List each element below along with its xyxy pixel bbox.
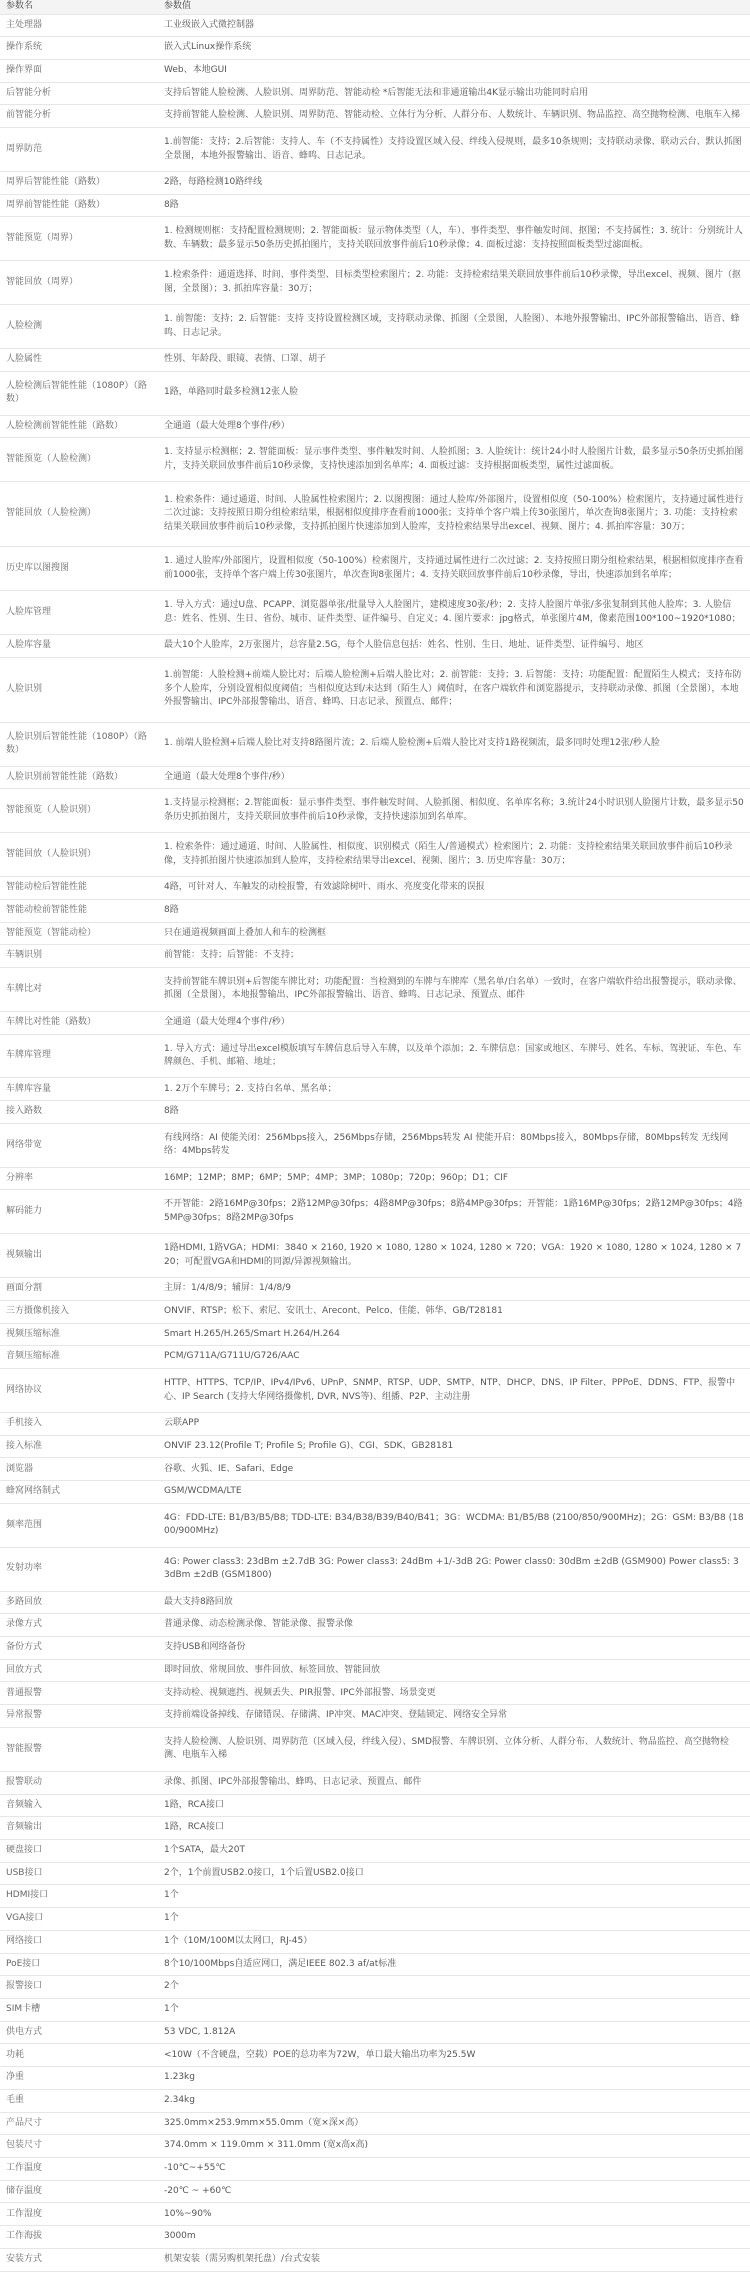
table-row	[0, 2135, 750, 2158]
table-row	[0, 1839, 750, 1862]
param-name: 音频输出	[0, 1817, 158, 1840]
param-value: 全通道（最大处理4个事件/秒）	[158, 1011, 750, 1034]
table-row	[0, 1323, 750, 1346]
param-value: 1. 导入方式：通过U盘、PCAPP、浏览器单张/批量导入人脸图片，建模速度30张/秒；2. 支持人脸图片单张/多张复制到其他人脸库；3. 人脸信息：姓名、性别、生日、省份、城市、证件类型、证件编号、自定义；4. 图片要求：jpg格式，单张图片4M，像素范围100*100~1920*1080；	[158, 591, 750, 635]
table-row	[0, 1614, 750, 1637]
param-value: 工业级嵌入式微控制器	[158, 14, 750, 37]
table-row	[0, 2089, 750, 2112]
param-name: 后智能分析	[0, 82, 158, 105]
table-row	[0, 1412, 750, 1435]
table-row	[0, 59, 750, 82]
table-row	[0, 2044, 750, 2067]
param-value: 1. 前智能：支持；2. 后智能：支持 支持设置检测区域，支持联动录像、抓图（全景图，人脸图）、本地外报警输出、IPC外部报警输出、语音、蜂鸣、日志记录。	[158, 305, 750, 349]
param-name: 智能回放（人脸检测）	[0, 482, 158, 547]
param-name: 功耗	[0, 2044, 158, 2067]
param-name: 蜂窝网络制式	[0, 1481, 158, 1504]
param-name: 前智能分析	[0, 105, 158, 128]
param-value: ONVIF 23.12(Profile T; Profile S; Profile G)、CGI、SDK、GB28181	[158, 1435, 750, 1458]
param-value: ONVIF、RTSP；松下、索尼、安讯士、Arecont、Pelco、佳能、韩华、GB/T28181	[158, 1300, 750, 1323]
param-value: 10%~90%	[158, 2203, 750, 2226]
param-name: 人脸识别后智能性能（1080P）（路数）	[0, 722, 158, 766]
param-name: 智能预览（人脸识别）	[0, 789, 158, 833]
table-row	[0, 349, 750, 372]
param-value: 1个	[158, 1998, 750, 2021]
table-row	[0, 1637, 750, 1660]
param-value: 1.支持显示检测框；2.智能面板：显示事件类型、事件触发时间、人脸抓图、相似度、名单库名称；3.统计24小时识别人脸图片计数，最多显示50条历史抓拍图片，支持关联回放事件前后10秒录像，支持快速添加到名单库。	[158, 789, 750, 833]
table-row	[0, 1278, 750, 1301]
param-value: 性别、年龄段、眼镜、表情、口罩、胡子	[158, 349, 750, 372]
param-value: 1. 前端人脸检测+后端人脸比对支持8路图片流；2. 后端人脸检测+后端人脸比对支持1路视频流，最多同时处理12张/秒人脸	[158, 722, 750, 766]
param-value: 1. 检测规则框：支持配置检测规则；2. 智能面板：显示物体类型（人，车）、事件类型、事件触发时间、抠图；不支持属性；3. 统计：分别统计人数、车辆数；最多显示50条历史抓拍图片，支持关联回放事件前后10秒录像；4. 面板过滤：支持按照面板类型过滤面板。	[158, 217, 750, 261]
param-name: 毛重	[0, 2089, 158, 2112]
param-name: 历史库以图搜图	[0, 547, 158, 591]
param-name: 接入路数	[0, 1101, 158, 1124]
param-value: 2路，每路检测10路绊线	[158, 171, 750, 194]
param-name: 净重	[0, 2067, 158, 2090]
param-name: 备份方式	[0, 1637, 158, 1660]
param-value: 3000m	[158, 2226, 750, 2249]
table-header-row	[0, 0, 750, 14]
param-name: 工作海拔	[0, 2226, 158, 2249]
param-value: Smart H.265/H.265/Smart H.264/H.264	[158, 1323, 750, 1346]
param-name: 视频压缩标准	[0, 1323, 158, 1346]
param-name: 智能动检前智能性能	[0, 899, 158, 922]
param-value: 2个	[158, 1976, 750, 1999]
param-value: 1. 2万个车牌号；2. 支持白名单、黑名单；	[158, 1078, 750, 1101]
param-value: 谷歌、火狐、IE、Safari、Edge	[158, 1458, 750, 1481]
table-row	[0, 1078, 750, 1101]
table-row	[0, 14, 750, 37]
param-name: 车牌库管理	[0, 1034, 158, 1078]
param-name: 网络带宽	[0, 1123, 158, 1167]
param-name: 人脸检测前智能性能（路数）	[0, 415, 158, 438]
param-value: 1路，RCA接口	[158, 1817, 750, 1840]
param-name: 车牌库容量	[0, 1078, 158, 1101]
param-value: Web、本地GUI	[158, 59, 750, 82]
param-name: 操作系统	[0, 37, 158, 60]
param-name: 录像方式	[0, 1614, 158, 1637]
table-row	[0, 1369, 750, 1413]
param-value: 支持前智能车牌识别+后智能车牌比对；功能配置：当检测到的车牌与车牌库（黑名单/白名单）一致时，在客户端软件给出报警提示，联动录像、抓图（全景图），本地报警输出、IPC外部报警输出、语音、蜂鸣、日志记录、预置点、邮件	[158, 967, 750, 1011]
spec-table-body	[0, 14, 750, 2272]
param-value: 325.0mm×253.9mm×55.0mm（宽×深×高）	[158, 2112, 750, 2135]
table-row	[0, 1885, 750, 1908]
param-name: 分辨率	[0, 1167, 158, 1190]
param-name: 硬盘接口	[0, 1839, 158, 1862]
table-row	[0, 1862, 750, 1885]
param-name: 普通报警	[0, 1682, 158, 1705]
param-name: 报警联动	[0, 1771, 158, 1794]
param-name: 产品尺寸	[0, 2112, 158, 2135]
param-name: 三方摄像机接入	[0, 1300, 158, 1323]
table-row	[0, 1930, 750, 1953]
param-value: 有线网络：AI 使能关闭：256Mbps接入，256Mbps存储，256Mbps转发 AI 使能开启：80Mbps接入，80Mbps存储，80Mbps转发 无线网络：4Mbps转发	[158, 1123, 750, 1167]
param-name: 人脸检测后智能性能（1080P）（路数）	[0, 371, 158, 415]
param-value: 1.前智能：支持；2.后智能：支持人、车（不支持属性）支持设置区域入侵、绊线入侵规则，最多10条规则；支持联动录像、联动云台、默认抓图全景图，本地外报警输出、语音、蜂鸣、日志记录。	[158, 128, 750, 172]
table-row	[0, 1481, 750, 1504]
param-name: 包装尺寸	[0, 2135, 158, 2158]
param-name: 解码能力	[0, 1190, 158, 1234]
table-row	[0, 438, 750, 482]
param-value: 支持后智能人脸检测、人脸识别、周界防范、智能动检 *后智能无法和非通道输出4K显示输出功能同时启用	[158, 82, 750, 105]
table-row	[0, 128, 750, 172]
param-name: 报警接口	[0, 1976, 158, 1999]
param-value: 支持动检、视频遮挡、视频丢失、PIR报警、IPC外部报警、场景变更	[158, 1682, 750, 1705]
param-name: 智能预览（人脸检测）	[0, 438, 158, 482]
table-row	[0, 722, 750, 766]
table-row	[0, 1998, 750, 2021]
param-value: 1. 检索条件：通过通道、时间、人脸属性、相似度、识别模式（陌生人/普通模式）检索图片；2. 功能：支持检索结果关联回放事件前后10秒录像，支持抓拍图片快速添加到人脸库，支持检索结果导出excel、视频、图片；3. 历史库容量：30万；	[158, 833, 750, 877]
param-value: 1个（10M/100M以太网口，RJ-45）	[158, 1930, 750, 1953]
table-row	[0, 1190, 750, 1234]
table-row	[0, 1346, 750, 1369]
param-value: 8路	[158, 899, 750, 922]
table-row	[0, 1234, 750, 1278]
table-row	[0, 635, 750, 658]
table-row	[0, 2203, 750, 2226]
param-name: 操作界面	[0, 59, 158, 82]
param-name: 人脸属性	[0, 349, 158, 372]
param-value: 2.34kg	[158, 2089, 750, 2112]
table-row	[0, 1908, 750, 1931]
param-value: 374.0mm × 119.0mm × 311.0mm (宽x高x高)	[158, 2135, 750, 2158]
param-value: 1个SATA，最大20T	[158, 1839, 750, 1862]
param-name: 智能报警	[0, 1727, 158, 1771]
param-value: 最大10个人脸库，2万张图片，总容量2.5G，每个人脸信息包括：姓名、性别、生日、地址、证件类型、证件编号、地区	[158, 635, 750, 658]
param-name: SIM卡槽	[0, 1998, 158, 2021]
header-param-value: 参数值	[158, 0, 750, 14]
param-name: 工作温度	[0, 2158, 158, 2181]
param-value: 2个，1个前置USB2.0接口，1个后置USB2.0接口	[158, 1862, 750, 1885]
param-value: 支持前智能人脸检测、人脸识别、周界防范、智能动检、立体行为分析、人群分布、人数统计、车辆识别、物品监控、高空抛物检测、电瓶车入梯	[158, 105, 750, 128]
table-row	[0, 945, 750, 968]
table-row	[0, 833, 750, 877]
table-row	[0, 371, 750, 415]
param-value: 1. 支持显示检测框；2. 智能面板：显示事件类型、事件触发时间、人脸抓图；3. 人脸统计：统计24小时人脸图片计数，最多显示50条历史抓拍图片，支持关联回放事件前后10秒录像，支持快速添加到名单库；4. 面板过滤：支持根据面板类型，属性过滤面板。	[158, 438, 750, 482]
param-name: HDMI接口	[0, 1885, 158, 1908]
table-row	[0, 1011, 750, 1034]
param-value: GSM/WCDMA/LTE	[158, 1481, 750, 1504]
param-value: 1. 检索条件：通过通道、时间、人脸属性检索图片；2. 以图搜图：通过人脸库/外部图片，设置相似度（50-100%）检索图片，支持通过属性进行二次过滤；支持按照日期分组检索结果，根据相似度排序查看前1000张；支持单个客户端上传30张图片，单次查询8张图片；3. 功能：支持检索结果关联回放事件前后10秒录像，支持抓拍图片快速添加到人脸库，支持检索结果导出excel、视频、图片；4. 抓拍库容量：30万；	[158, 482, 750, 547]
table-row	[0, 1547, 750, 1591]
param-name: 周界前智能性能（路数）	[0, 194, 158, 217]
param-name: USB接口	[0, 1862, 158, 1885]
param-value: 8个10/100Mbps自适应网口，满足IEEE 802.3 af/at标准	[158, 1953, 750, 1976]
param-name: PoE接口	[0, 1953, 158, 1976]
param-value: 4G: Power class3: 23dBm ±2.7dB 3G: Power class3: 24dBm +1/-3dB 2G: Power class0: 30dBm ±2dB (GSM900) Power class5: 33dBm ±2dB (GSM1800)	[158, 1547, 750, 1591]
param-value: 机架安装（需另购机架托盘）/台式安装	[158, 2248, 750, 2271]
table-row	[0, 591, 750, 635]
table-row	[0, 922, 750, 945]
param-value: 1.23kg	[158, 2067, 750, 2090]
param-name: 工作湿度	[0, 2203, 158, 2226]
param-value: 1路HDMI, 1路VGA；HDMI：3840 × 2160, 1920 × 1080, 1280 × 1024, 1280 × 720；VGA：1920 × 1080, 1280 × 1024, 1280 × 720；可配置VGA和HDMI的同源/异源视频输出。	[158, 1234, 750, 1278]
table-row	[0, 1659, 750, 1682]
param-name: 多路回放	[0, 1591, 158, 1614]
param-name: 频率范围	[0, 1503, 158, 1547]
param-value: 53 VDC, 1.812A	[158, 2021, 750, 2044]
table-row	[0, 1771, 750, 1794]
param-name: 浏览器	[0, 1458, 158, 1481]
param-value: 全通道（最大处理8个事件/秒）	[158, 766, 750, 789]
param-value: 1. 通过人脸库/外部图片，设置相似度（50-100%）检索图片，支持通过属性进行二次过滤；2. 支持按照日期分组检索结果，根据相似度排序查看前1000张，支持单个客户端上传30张图片，单次查询8张图片；4. 支持关联回放事件前后10秒录像，导出，快速添加到名单库；	[158, 547, 750, 591]
table-row	[0, 2021, 750, 2044]
table-row	[0, 2180, 750, 2203]
param-value: 4G：FDD-LTE: B1/B3/B5/B8; TDD-LTE: B34/B38/B39/B40/B41；3G：WCDMA: B1/B5/B8 (2100/850/900MHz)；2G：GSM: B3/B8 (1800/900MHz)	[158, 1503, 750, 1547]
param-value: 1.检索条件：通道选择、时间、事件类型、目标类型检索图片；2. 功能：支持检索结果关联回放事件前后10秒录像，导出excel、视频、图片（抠图，全景图）；3. 抓拍库容量：30万；	[158, 261, 750, 305]
param-value: 嵌入式Linux操作系统	[158, 37, 750, 60]
param-name: 主处理器	[0, 14, 158, 37]
param-value: 1. 导入方式：通过导出excel模版填写车牌信息后导入车牌，以及单个添加；2. 车牌信息：国家或地区、车牌号、姓名、车标、驾驶证、车色、车牌颜色、手机、邮箱、地址；	[158, 1034, 750, 1078]
param-value: 8路	[158, 194, 750, 217]
param-name: 安装方式	[0, 2248, 158, 2271]
table-row	[0, 1794, 750, 1817]
table-row	[0, 1300, 750, 1323]
param-value: 主屏：1/4/8/9；辅屏：1/4/8/9	[158, 1278, 750, 1301]
param-value: <10W（不含硬盘，空载）POE的总功率为72W，单口最大输出功率为25.5W	[158, 2044, 750, 2067]
param-value: 前智能：支持；后智能：不支持；	[158, 945, 750, 968]
param-name: 网络接口	[0, 1930, 158, 1953]
param-name: 智能预览（智能动检）	[0, 922, 158, 945]
param-name: 手机接入	[0, 1412, 158, 1435]
table-row	[0, 1101, 750, 1124]
table-row	[0, 967, 750, 1011]
table-row	[0, 217, 750, 261]
table-row	[0, 2226, 750, 2249]
param-name: 人脸库管理	[0, 591, 158, 635]
param-value: -10℃~+55℃	[158, 2158, 750, 2181]
param-value: 4路，可针对人、车触发的动检报警，有效滤除树叶、雨水、亮度变化带来的误报	[158, 877, 750, 900]
param-name: 网络协议	[0, 1369, 158, 1413]
param-value: 不开智能：2路16MP@30fps；2路12MP@30fps；4路8MP@30fps；8路4MP@30fps；开智能：1路16MP@30fps；2路12MP@30fps；4路5MP@30fps；8路2MP@30fps	[158, 1190, 750, 1234]
param-value: 1个	[158, 1885, 750, 1908]
param-name: 智能回放（周界）	[0, 261, 158, 305]
param-value: 云联APP	[158, 1412, 750, 1435]
table-row	[0, 657, 750, 722]
param-name: 画面分割	[0, 1278, 158, 1301]
param-name: 人脸识别前智能性能（路数）	[0, 766, 158, 789]
param-name: 车牌比对性能（路数）	[0, 1011, 158, 1034]
param-value: HTTP、HTTPS、TCP/IP、IPv4/IPv6、UPnP、SNMP、RTSP、UDP、SMTP、NTP、DHCP、DNS、IP Filter、PPPoE、DDNS、FTP、报警中心、IP Search (支持大华网络摄像机, DVR, NVS等)、组播、P2P、主动注册	[158, 1369, 750, 1413]
table-row	[0, 1727, 750, 1771]
table-row	[0, 899, 750, 922]
param-name: 视频输出	[0, 1234, 158, 1278]
table-row	[0, 1591, 750, 1614]
table-row	[0, 105, 750, 128]
param-name: 智能预览（周界）	[0, 217, 158, 261]
table-row	[0, 1976, 750, 1999]
param-name: 车辆识别	[0, 945, 158, 968]
table-row	[0, 1817, 750, 1840]
param-name: VGA接口	[0, 1908, 158, 1931]
param-name: 发射功率	[0, 1547, 158, 1591]
table-row	[0, 261, 750, 305]
param-value: 最大支持8路回放	[158, 1591, 750, 1614]
table-row	[0, 82, 750, 105]
table-row	[0, 2248, 750, 2271]
param-name: 供电方式	[0, 2021, 158, 2044]
param-value: 录像、抓图、IPC外部报警输出、蜂鸣、日志记录、预置点、邮件	[158, 1771, 750, 1794]
table-row	[0, 1953, 750, 1976]
table-row	[0, 789, 750, 833]
param-name: 智能回放（人脸识别）	[0, 833, 158, 877]
param-name: 周界防范	[0, 128, 158, 172]
table-row	[0, 1503, 750, 1547]
table-row	[0, 2067, 750, 2090]
param-value: 8路	[158, 1101, 750, 1124]
param-value: 1个	[158, 1908, 750, 1931]
table-row	[0, 547, 750, 591]
param-value: 支持人脸检测、人脸识别、周界防范（区域入侵，绊线入侵）、SMD报警、车牌识别、立体分析、人群分布、人数统计、物品监控、高空抛物检测、电瓶车入梯	[158, 1727, 750, 1771]
table-row	[0, 37, 750, 60]
param-value: 1.前智能：人脸检测+前端人脸比对；后端人脸检测+后端人脸比对；2. 前智能：支持；3. 后智能：支持；功能配置：配置陌生人模式；支持布防多个人脸库，分别设置相似度阈值；当相似度达到/未达到（陌生人）阈值时，在客户端软件和浏览器提示，支持联动录像、抓图（全景图），本地外报警输出、IPC外部报警输出、语音、蜂鸣、日志记录、预置点、邮件；	[158, 657, 750, 722]
table-row	[0, 2158, 750, 2181]
param-value: 普通录像、动态检测录像、智能录像、报警录像	[158, 1614, 750, 1637]
table-row	[0, 1034, 750, 1078]
param-name: 音频输入	[0, 1794, 158, 1817]
param-name: 周界后智能性能（路数）	[0, 171, 158, 194]
table-row	[0, 877, 750, 900]
param-value: -20℃ ~ +60℃	[158, 2180, 750, 2203]
param-name: 人脸识别	[0, 657, 158, 722]
table-row	[0, 305, 750, 349]
param-value: 1路，单路同时最多检测12张人脸	[158, 371, 750, 415]
table-row	[0, 1705, 750, 1728]
param-value: 支持前端设备掉线、存储错误、存储满、IP冲突、MAC冲突、登陆锁定、网络安全异常	[158, 1705, 750, 1728]
param-name: 智能动检后智能性能	[0, 877, 158, 900]
param-value: PCM/G711A/G711U/G726/AAC	[158, 1346, 750, 1369]
param-value: 16MP；12MP；8MP；6MP；5MP；4MP；3MP；1080p；720p；960p；D1；CIF	[158, 1167, 750, 1190]
param-value: 即时回放、常规回放、事件回放、标签回放、智能回放	[158, 1659, 750, 1682]
param-name: 储存温度	[0, 2180, 158, 2203]
table-row	[0, 415, 750, 438]
param-value: 支持USB和网络备份	[158, 1637, 750, 1660]
table-row	[0, 194, 750, 217]
param-value: 全通道（最大处理8个事件/秒）	[158, 415, 750, 438]
param-name: 接入标准	[0, 1435, 158, 1458]
param-name: 回放方式	[0, 1659, 158, 1682]
table-row	[0, 171, 750, 194]
param-name: 人脸库容量	[0, 635, 158, 658]
param-name: 异常报警	[0, 1705, 158, 1728]
param-name: 人脸检测	[0, 305, 158, 349]
table-row	[0, 1435, 750, 1458]
table-row	[0, 1682, 750, 1705]
table-row	[0, 1123, 750, 1167]
table-row	[0, 482, 750, 547]
param-value: 1路，RCA接口	[158, 1794, 750, 1817]
table-row	[0, 1167, 750, 1190]
param-name: 音频压缩标准	[0, 1346, 158, 1369]
table-row	[0, 1458, 750, 1481]
table-row	[0, 766, 750, 789]
param-value: 只在通道视频画面上叠加人和车的检测框	[158, 922, 750, 945]
param-name: 车牌比对	[0, 967, 158, 1011]
header-param-name: 参数名	[0, 0, 158, 14]
table-row	[0, 2112, 750, 2135]
